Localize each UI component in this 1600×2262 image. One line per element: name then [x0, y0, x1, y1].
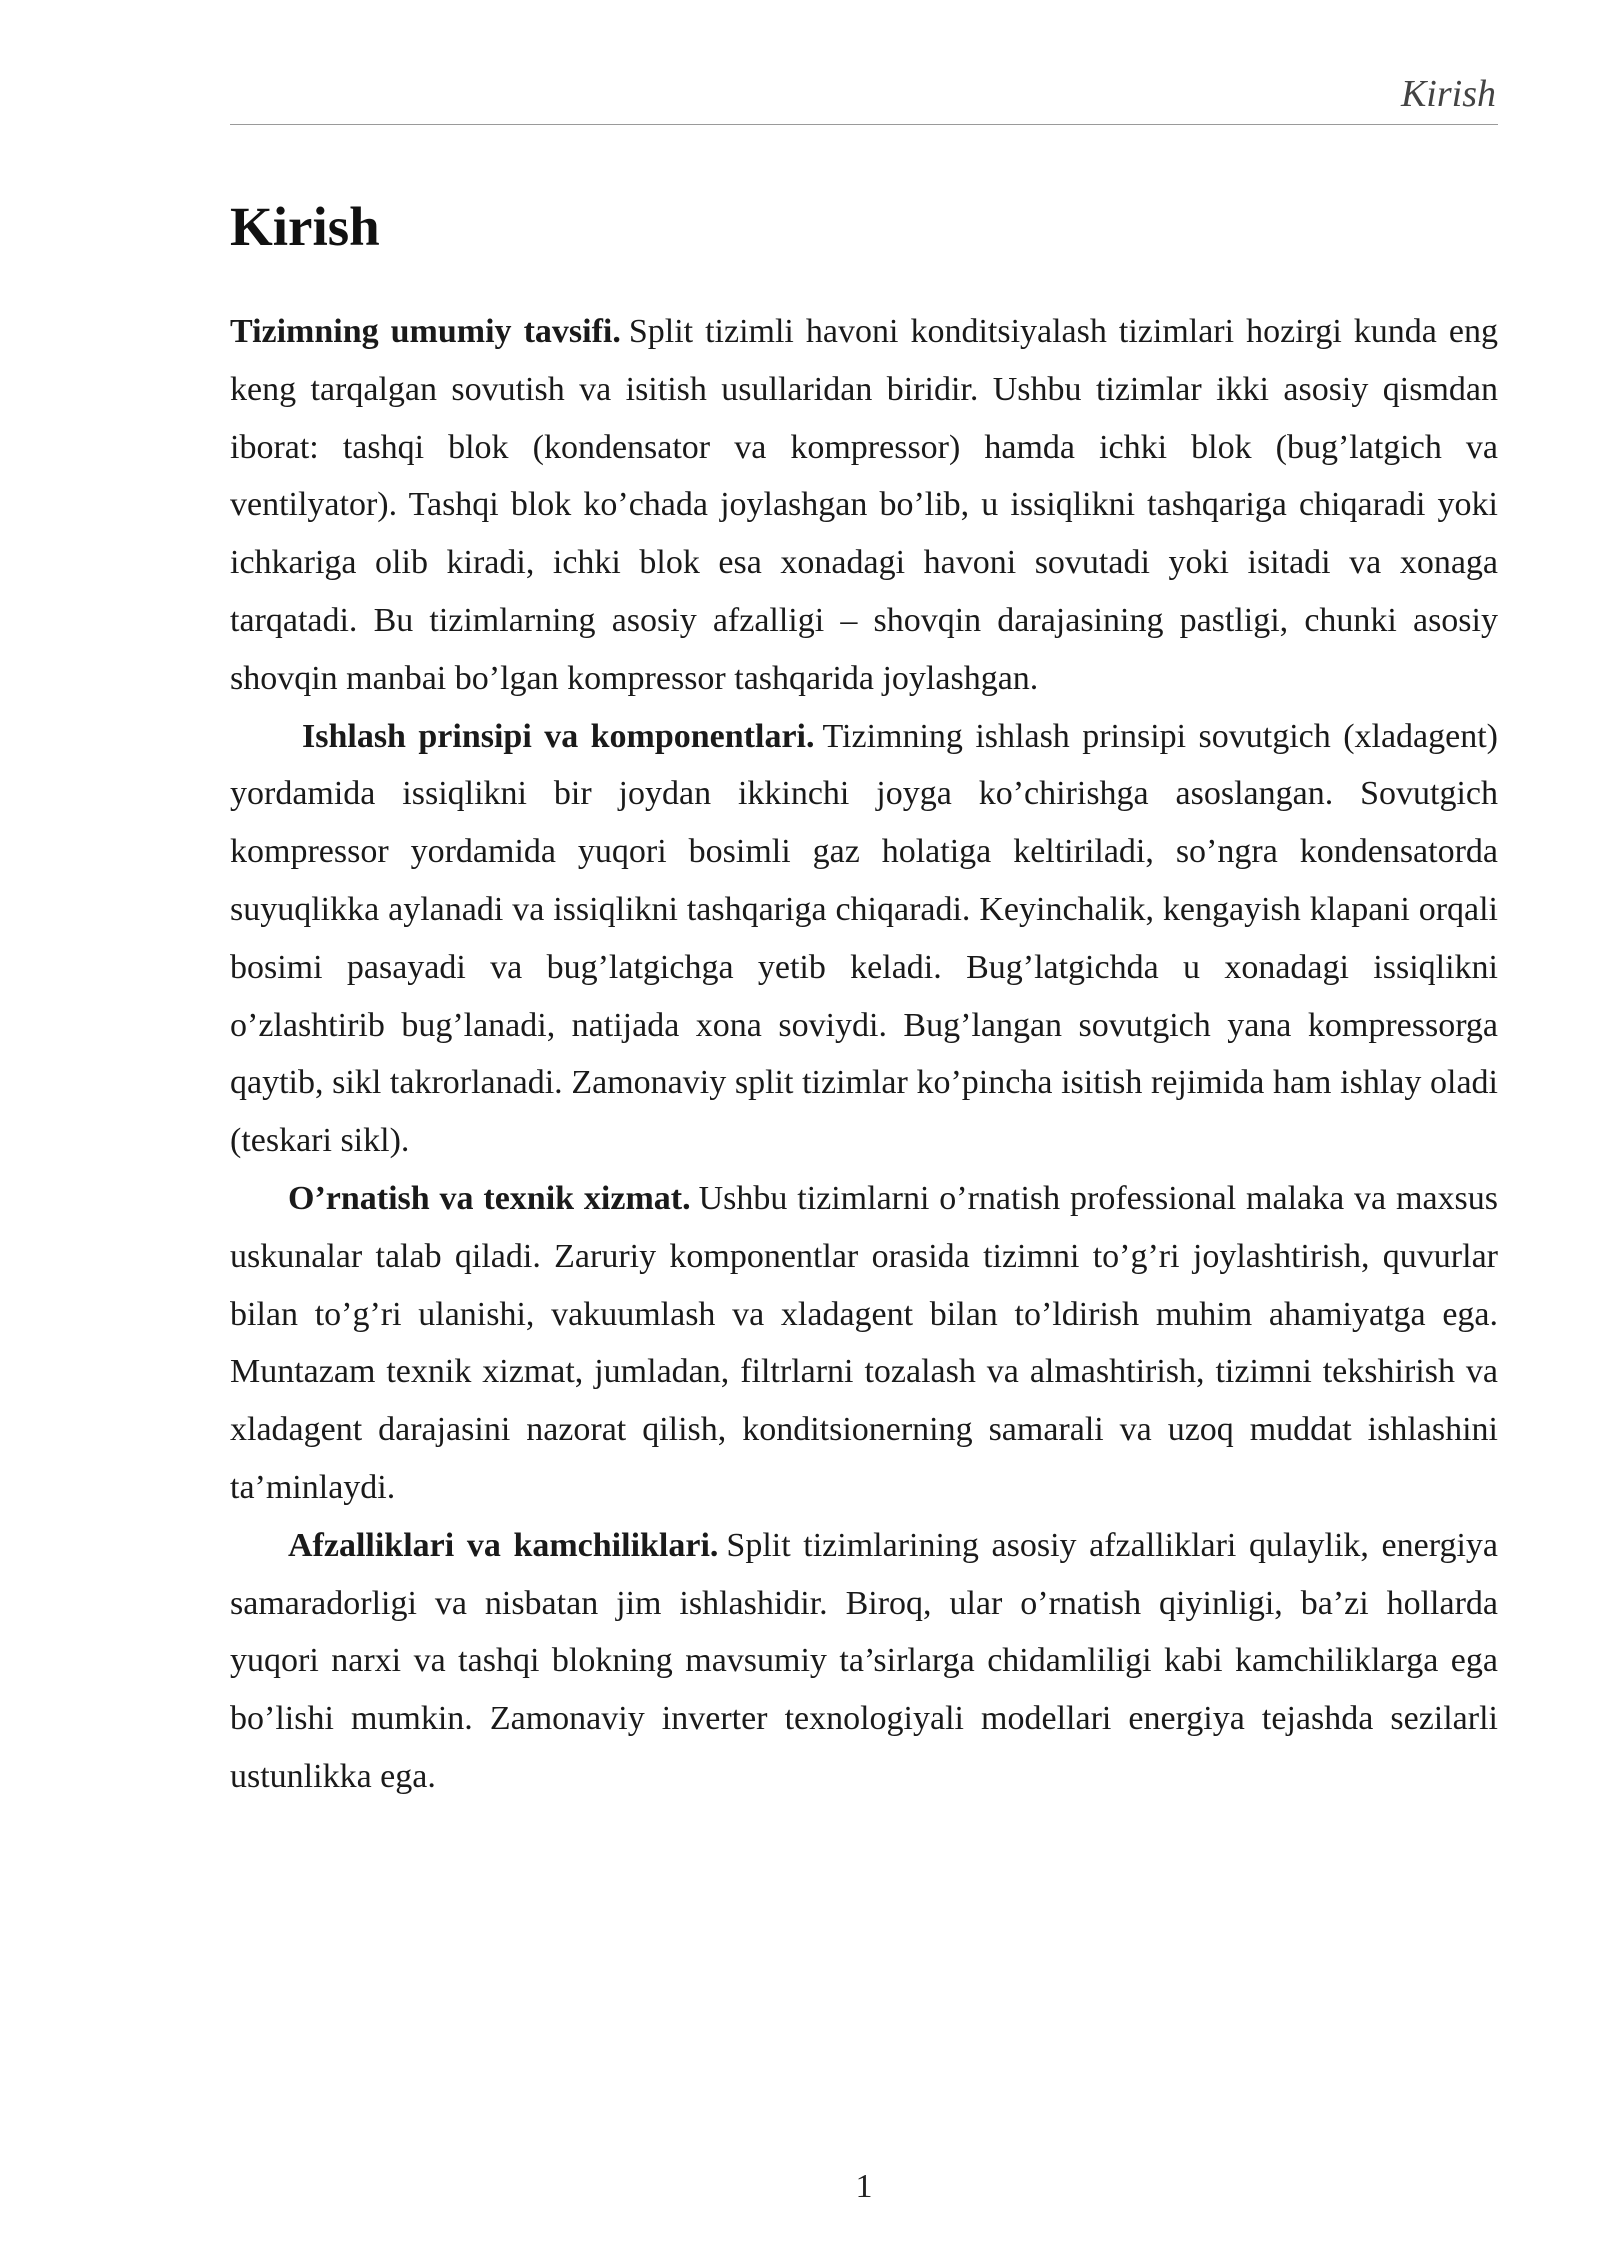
- paragraph-general-description: [230, 303, 1498, 708]
- running-header-title: Kirish: [1400, 73, 1496, 115]
- running-header: [230, 70, 1498, 125]
- chapter-title: Kirish: [230, 196, 380, 257]
- paragraph-text: Split tizimlarining asosiy afzalliklari qulaylik, energiya samaradorligi va nisbatan jim ishlashidir. Biroq, ular o’rnatish qiyinligi, ba’zi hollarda yuqori narxi va tashqi blokning mavsumiy ta’sirlarga chidamliligi kabi kamchiliklarga ega bo’lishi mumkin. Zamonaviy inverter texnologiyali modellari energiya tejashda sezilarli ustunlikka ega.: [230, 1526, 1498, 1795]
- paragraph-text: Ushbu tizimlarni o’rnatish professional malaka va maxsus uskunalar talab qiladi. Zaruriy komponentlar orasida tizimni to’g’ri joylashtirish, quvurlar bilan to’g’ri ulanishi, vakuumlash va xladagent bilan to’ldirish muhim ahamiyatga ega. Muntazam texnik xizmat, jumladan, filtrlarni tozalash va almashtirish, tizimni tekshirish va xladagent darajasini nazorat qilish, konditsionerning samarali va uzoq muddat ishlashini ta’minlaydi.: [230, 1179, 1498, 1506]
- paragraph-lead: Afzalliklari va kamchiliklari.: [288, 1526, 719, 1564]
- paragraph-installation: [230, 1170, 1498, 1517]
- paragraph-text: Split tizimli havoni konditsiyalash tizimlari hozirgi kunda eng keng tarqalgan sovutish va isitish usullaridan biridir. Ushbu tizimlar ikki asosiy qismdan iborat: tashqi blok (kondensator va kompressor) hamda ichki blok (bug’latgich va ventilyator). Tashqi blok ko’chada joylashgan bo’lib, u issiqlikni tashqariga chiqaradi yoki ichkariga olib kiradi, ichki blok esa xonadagi havoni sovutadi yoki isitadi va xonaga tarqatadi. Bu tizimlarning asosiy afzalligi – shovqin darajasining pastligi, chunki asosiy shovqin manbai bo’lgan kompressor tashqarida joylashgan.: [230, 313, 1498, 697]
- body-text: [230, 303, 1498, 1806]
- paragraph-working-principle: [230, 708, 1498, 1170]
- paragraph-text: Tizimning ishlash prinsipi sovutgich (xladagent) yordamida issiqlikni bir joydan ikkinchi joyga ko’chirishga asoslangan. Sovutgich kompressor yordamida yuqori bosimli gaz holatiga keltiriladi, so’ngra kondensatorda suyuqlikka aylanadi va issiqlikni tashqariga chiqaradi. Keyinchalik, kengayish klapani orqali bosimi pasayadi va bug’latgichga yetib keladi. Bug’latgichda u xonadagi issiqlikni o’zlashtirib bug’lanadi, natijada xona soviydi. Bug’langan sovutgich yana kompressorga qaytib, sikl takrorlanadi. Zamonaviy split tizimlar ko’pincha isitish rejimida ham ishlay oladi (teskari sikl).: [230, 717, 1499, 1160]
- paragraph-lead: Tizimning umumiy tavsifi.: [230, 313, 621, 350]
- paragraph-lead: Ishlash prinsipi va komponentlari.: [302, 717, 815, 755]
- paragraph-lead: O’rnatish va texnik xizmat.: [288, 1179, 691, 1217]
- paragraph-pros-cons: [230, 1517, 1498, 1806]
- page-number: 1: [855, 2168, 873, 2205]
